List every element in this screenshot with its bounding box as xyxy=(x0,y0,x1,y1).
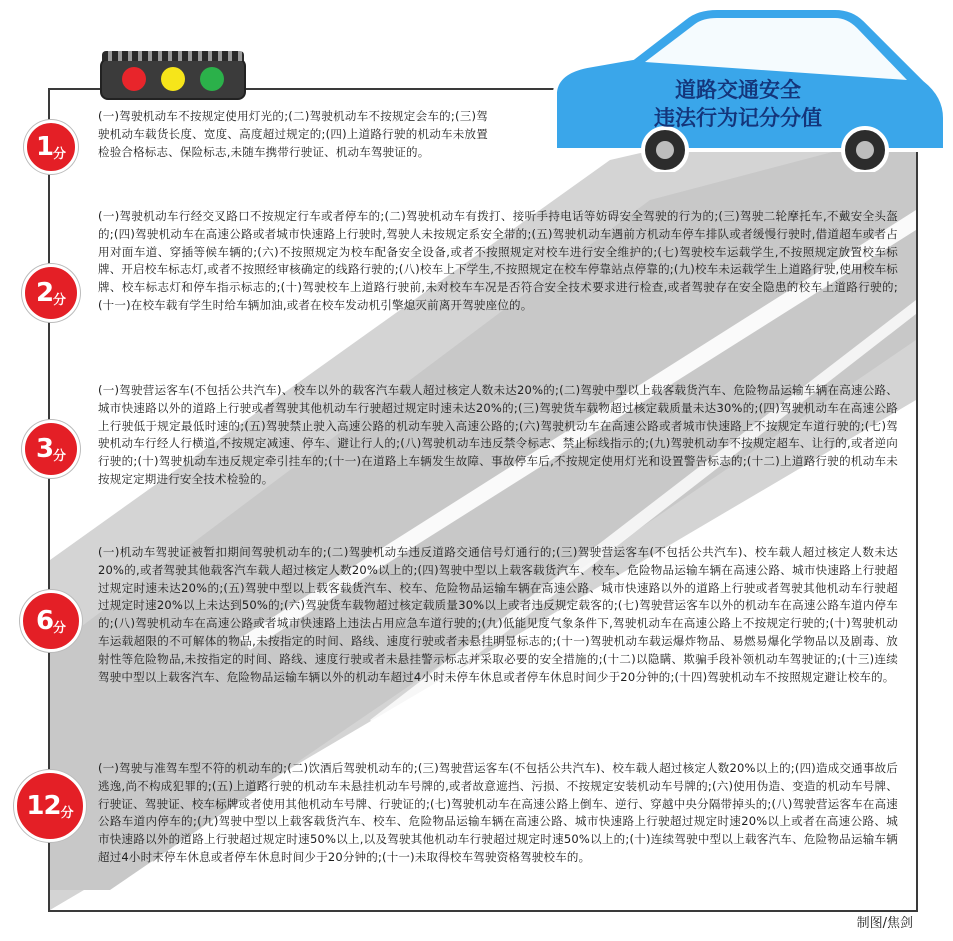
rules-section-1-point: (一)驾驶机动车不按规定使用灯光的;(二)驾驶机动车不按规定会车的;(三)驾驶机动车载货长度、宽度、高度超过规定的;(四)上道路行驶的机动车未放置检验合格标志、保险标志,未随车携带行驶证、机动车驾驶证的。 xyxy=(98,109,488,159)
points-value: 12 xyxy=(26,791,61,821)
points-value: 2 xyxy=(35,278,54,308)
red-light-icon xyxy=(122,67,146,91)
title-line-2: 违法行为记分分值 xyxy=(654,106,822,130)
points-badge-2 xyxy=(22,264,80,322)
points-unit: 分 xyxy=(60,805,74,821)
points-unit: 分 xyxy=(53,448,67,464)
points-badge-3 xyxy=(22,420,80,478)
rules-section-12-points: (一)驾驶与准驾车型不符的机动车的;(二)饮酒后驾驶机动车的;(三)驾驶营运客车(不包括公共汽车)、校车载人超过核定人数20%以上的;(四)造成交通事故后逃逸,尚不构成犯罪的;(五)上道路行驶的机动车未悬挂机动车号牌的,或者故意遮挡、污损、不按规定安装机动车号牌的;(六)使用伪造、变造的机动车号牌、行驶证、驾驶证、校车标牌或者使用其他机动车号牌、行驶证的;(七)驾驶机动车在高速公路上倒车、逆行、穿越中央分隔带掉头的;(八)驾驶营运客车在高速公路车道内停车的;(九)驾驶中型以上载客载货汽车、校车、危险物品运输车辆在高速公路、城市快速路上行驶超过规定时速20%以上或者在高速公路、城市快速路以外的道路上行驶超过规定时速50%以上,以及驾驶其他机动车行驶超过规定时速50%以上的;(十)连续驾驶中型以上载客汽车、危险物品运输车辆超过4小时未停车休息或者停车休息时间少于20分钟的;(十一)未取得校车驾驶资格驾驶校车的。 xyxy=(98,761,898,864)
rules-section-2-points: (一)驾驶机动车行经交叉路口不按规定行车或者停车的;(二)驾驶机动车有拨打、接听手持电话等妨碍安全驾驶的行为的;(三)驾驶二轮摩托车,不戴安全头盔的;(四)驾驶机动车在高速公路或者城市快速路上行驶时,驾驶人未按规定系安全带的;(五)驾驶机动车遇前方机动车停车排队或者缓慢行驶时,借道超车或者占用对面车道、穿插等候车辆的;(六)不按照规定为校车配备安全设备,或者不按照规定对校车进行安全维护的;(七)驾驶校车运载学生,不按照规定放置校车标牌、开启校车标志灯,或者不按照经审核确定的线路行驶的;(八)校车上下学生,不按照规定在校车停靠站点停靠的;(九)校车未运载学生上道路行驶,使用校车标牌、校车标志灯和停车指示标志的;(十)驾驶校车上道路行驶前,未对校车车况是否符合安全技术要求进行检查,或者驾驶存在安全隐患的校车上道路行驶的;(十一)在校车载有学生时给车辆加油,或者在校车发动机引擎熄灭前离开驾驶座位的。 xyxy=(98,209,898,312)
points-badge-12 xyxy=(14,770,86,842)
yellow-light-icon xyxy=(161,67,185,91)
credit-text: 制图/焦剑 xyxy=(856,916,913,931)
title-line-1: 道路交通安全 xyxy=(675,78,801,102)
points-value: 3 xyxy=(35,434,54,464)
points-unit: 分 xyxy=(53,146,67,162)
points-badge-1 xyxy=(24,120,78,174)
page-title xyxy=(623,76,853,132)
rules-section-6-points: (一)机动车驾驶证被暂扣期间驾驶机动车的;(二)驾驶机动车违反道路交通信号灯通行的;(三)驾驶营运客车(不包括公共汽车)、校车载人超过核定人数未达20%的,或者驾驶其他载客汽车载人超过核定人数20%以上的;(四)驾驶中型以上载客载货汽车、校车、危险物品运输车辆在高速公路、城市快速路上行驶超过规定时速未达20%的;(五)驾驶中型以上载客载货汽车、校车、危险物品运输车辆在高速公路、城市快速路以外的道路上行驶或者驾驶其他机动车行驶超过规定时速20%以上未达到50%的;(六)驾驶货车载物超过核定载质量30%以上或者违反规定载客的;(七)驾驶营运客车以外的机动车在高速公路车道内停车的;(八)驾驶机动车在高速公路或者城市快速路上违法占用应急车道行驶的;(九)低能见度气象条件下,驾驶机动车在高速公路上不按规定行驶的;(十)驾驶机动车运载超限的不可解体的物品,未按指定的时间、路线、速度行驶或者未悬挂明显标志的;(十一)驾驶机动车载运爆炸物品、易燃易爆化学物品以及剧毒、放射性等危险物品,未按指定的时间、路线、速度行驶或者未悬挂警示标志并采取必要的安全措施的;(十二)以隐瞒、欺骗手段补领机动车驾驶证的;(十三)连续驾驶中型以上载客汽车、危险物品运输车辆以外的机动车超过4小时未停车休息或者停车休息时间少于20分钟的;(十四)驾驶机动车不按照规定避让校车的。 xyxy=(98,545,898,684)
traffic-light-icon xyxy=(100,58,246,100)
points-unit: 分 xyxy=(53,620,67,636)
green-light-icon xyxy=(200,67,224,91)
points-unit: 分 xyxy=(53,292,67,308)
points-value: 1 xyxy=(35,132,54,162)
points-badge-6 xyxy=(20,590,82,652)
rules-section-3-points: (一)驾驶营运客车(不包括公共汽车)、校车以外的载客汽车载人超过核定人数未达20%的;(二)驾驶中型以上载客载货汽车、危险物品运输车辆在高速公路、城市快速路以外的道路上行驶或者驾驶其他机动车行驶超过规定时速未达20%的;(三)驾驶货车载物超过核定载质量未达30%的;(四)驾驶机动车在高速公路上行驶低于规定最低时速的;(五)驾驶禁止驶入高速公路的机动车驶入高速公路的;(六)驾驶机动车在高速公路或者城市快速路上不按规定车道行驶的;(七)驾驶机动车行经人行横道,不按规定减速、停车、避让行人的;(八)驾驶机动车违反禁令标志、禁止标线指示的;(九)驾驶机动车不按规定超车、让行的,或者逆向行驶的;(十)驾驶机动车违反规定牵引挂车的;(十一)在道路上车辆发生故障、事故停车后,不按规定使用灯光和设置警告标志的;(十二)上道路行驶的机动车未按规定定期进行安全技术检验的。 xyxy=(98,383,898,486)
points-value: 6 xyxy=(35,606,54,636)
